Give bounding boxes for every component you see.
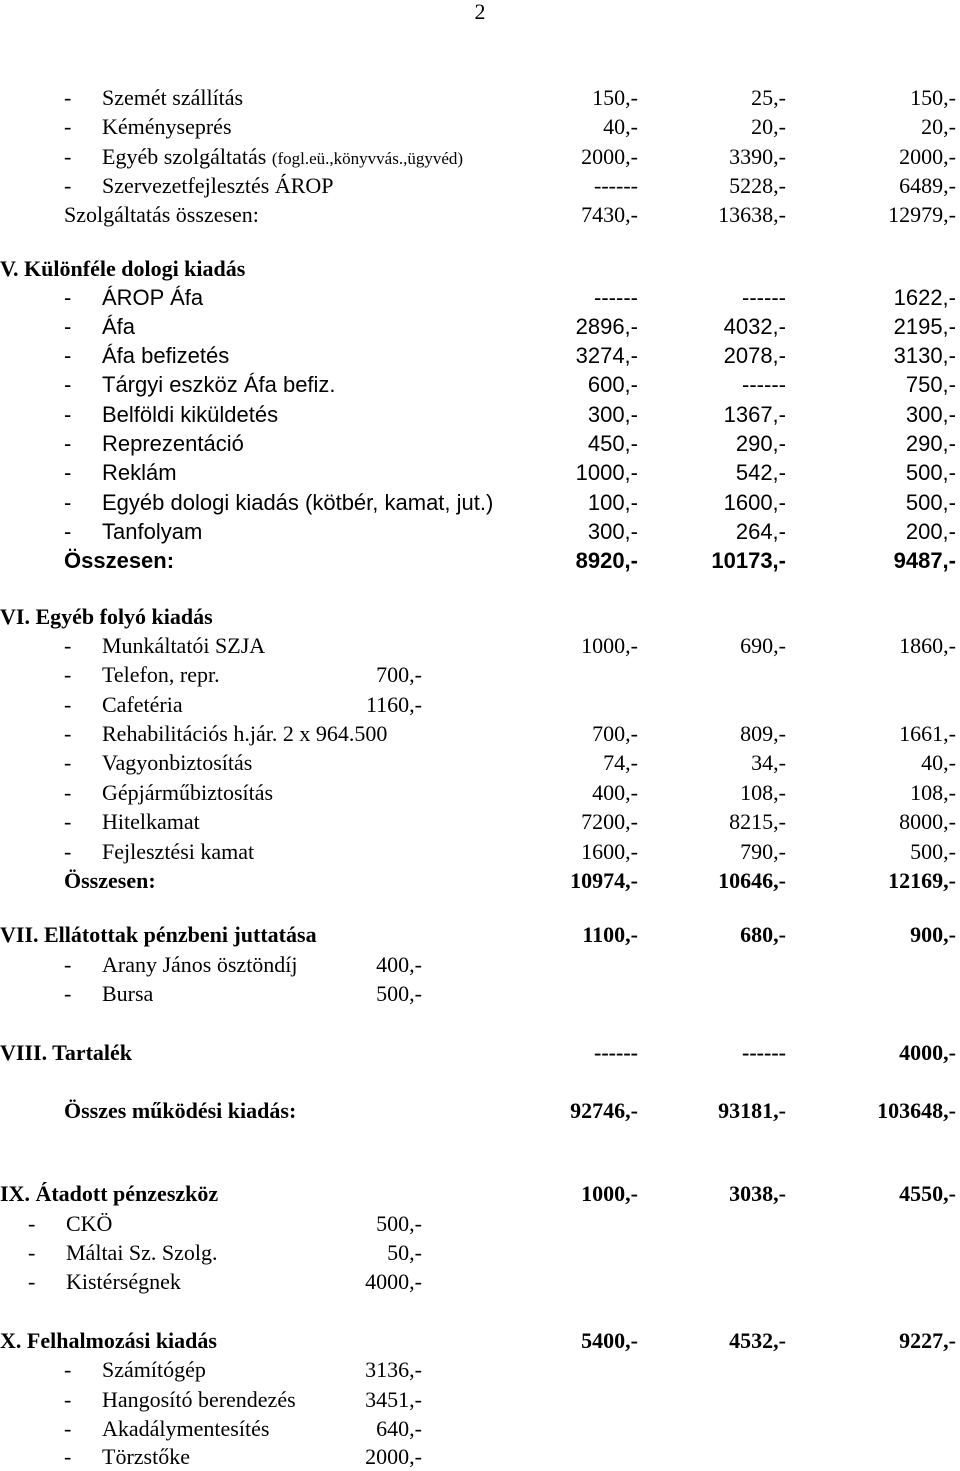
value-col2: ------ [742, 372, 786, 397]
list-dash: - [64, 285, 72, 310]
value-col1: 1000,- [581, 1181, 638, 1206]
row-label: Máltai Sz. Szolg. [66, 1240, 218, 1265]
section-x-subrow [0, 1385, 960, 1414]
list-dash: - [64, 173, 72, 198]
grand-total-row [0, 1096, 960, 1125]
value-col1: 150,- [592, 85, 638, 110]
value-col2: 5228,- [729, 173, 786, 198]
section-v-row [0, 429, 960, 458]
value-col2: 13638,- [718, 202, 786, 227]
section-v-row [0, 488, 960, 517]
section-ix-heading [0, 1179, 960, 1208]
value-col2: 542,- [735, 460, 786, 485]
value-col2: 93181,- [718, 1098, 786, 1123]
section-v-total-row [0, 546, 960, 575]
sub-value: 3451,- [365, 1387, 422, 1412]
row-label: Áfa [102, 314, 136, 339]
section-vii-subrow [0, 979, 960, 1008]
list-dash: - [64, 662, 72, 687]
row-label: Rehabilitációs h.jár. 2 x 964.500 [102, 721, 388, 746]
value-col1: 1600,- [581, 839, 638, 864]
value-col2: 690,- [740, 633, 786, 658]
row-label: Összesen: [64, 868, 156, 893]
section-vi-row [0, 719, 960, 748]
section-x-subrow [0, 1442, 960, 1471]
value-col1: 400,- [592, 780, 638, 805]
row-label: Fejlesztési kamat [102, 839, 255, 864]
value-col2: 4032,- [723, 314, 786, 339]
service-row [0, 83, 960, 112]
value-col2: 290,- [735, 431, 786, 456]
value-col3: 1622,- [893, 285, 956, 310]
section-v-row [0, 370, 960, 399]
section-vi-row [0, 837, 960, 866]
list-dash: - [64, 431, 72, 456]
value-col3: 500,- [905, 490, 956, 515]
list-dash: - [64, 750, 72, 775]
section-v-row [0, 283, 960, 312]
row-label: ÁROP Áfa [102, 285, 204, 310]
row-label: Belföldi kiküldetés [102, 402, 279, 427]
row-label: Kistérségnek [66, 1269, 181, 1294]
row-label: Kéményseprés [102, 114, 232, 139]
row-label: Szolgáltatás összesen: [64, 202, 259, 227]
list-dash: - [64, 839, 72, 864]
row-label: Cafetéria [102, 692, 183, 717]
section-v-row [0, 312, 960, 341]
sub-value: 400,- [376, 952, 422, 977]
value-col3: 9487,- [893, 548, 956, 573]
value-col3: 1860,- [899, 633, 956, 658]
value-col1: 74,- [603, 750, 638, 775]
section-x-subrow [0, 1414, 960, 1443]
value-col1: 3274,- [575, 343, 638, 368]
value-col3: 4550,- [899, 1181, 956, 1206]
row-label: Egyéb dologi kiadás (kötbér, kamat, jut.) [102, 490, 494, 515]
section-x-subrow [0, 1355, 960, 1384]
list-dash: - [64, 402, 72, 427]
service-row [0, 142, 960, 171]
value-col3: 2000,- [899, 144, 956, 169]
list-dash: - [64, 144, 72, 169]
sub-value: 500,- [376, 1211, 422, 1236]
section-v-row [0, 517, 960, 546]
list-dash: - [28, 1211, 36, 1236]
row-label: Szervezetfejlesztés ÁROP [102, 173, 334, 198]
value-col3: 12169,- [888, 868, 956, 893]
value-col1: 2896,- [575, 314, 638, 339]
section-ix-subrow [0, 1209, 960, 1238]
row-label: Hangosító berendezés [102, 1387, 296, 1412]
service-row [0, 171, 960, 200]
row-label: Telefon, repr. [102, 662, 220, 687]
row-label: Tanfolyam [102, 519, 203, 544]
value-col3: 300,- [905, 402, 956, 427]
list-dash: - [64, 490, 72, 515]
value-col1: ------ [594, 173, 638, 198]
value-col2: 20,- [751, 114, 786, 139]
row-label: CKÖ [66, 1211, 113, 1236]
value-col1: 600,- [587, 372, 638, 397]
row-label: Bursa [102, 981, 154, 1006]
value-col2: 25,- [751, 85, 786, 110]
list-dash: - [28, 1269, 36, 1294]
value-col3: 2195,- [893, 314, 956, 339]
value-col2: 680,- [740, 922, 786, 947]
list-dash: - [28, 1240, 36, 1265]
sub-value: 700,- [376, 662, 422, 687]
value-col1: 1000,- [575, 460, 638, 485]
value-col1: 300,- [587, 402, 638, 427]
section-x-heading [0, 1326, 960, 1355]
section-title: V. Különféle dologi kiadás [0, 256, 246, 281]
row-label: Hitelkamat [102, 809, 200, 834]
row-label: Munkáltatói SZJA [102, 633, 266, 658]
section-vi-row [0, 748, 960, 777]
section-vi-row [0, 631, 960, 660]
value-col1: 1100,- [582, 922, 638, 947]
sub-value: 3136,- [365, 1357, 422, 1382]
value-col3: 900,- [910, 922, 956, 947]
value-col3: 750,- [905, 372, 956, 397]
value-col3: 40,- [921, 750, 956, 775]
value-col1: ------ [594, 285, 638, 310]
section-viii-heading [0, 1038, 960, 1067]
row-label: Összes működési kiadás: [64, 1098, 297, 1123]
list-dash: - [64, 1416, 72, 1441]
section-title: X. Felhalmozási kiadás [0, 1328, 217, 1353]
list-dash: - [64, 981, 72, 1006]
value-col2: 809,- [740, 721, 786, 746]
list-dash: - [64, 809, 72, 834]
value-col2: 2078,- [723, 343, 786, 368]
value-col2: ------ [742, 285, 786, 310]
value-col3: 103648,- [877, 1098, 956, 1123]
section-v-row [0, 341, 960, 370]
list-dash: - [64, 721, 72, 746]
sub-value: 2000,- [365, 1444, 422, 1469]
list-dash: - [64, 460, 72, 485]
value-col2: 3038,- [729, 1181, 786, 1206]
value-col2: 3390,- [729, 144, 786, 169]
section-vi-subrow [0, 690, 960, 719]
value-col1: 100,- [587, 490, 638, 515]
value-col3: 500,- [910, 839, 956, 864]
list-dash: - [64, 952, 72, 977]
list-dash: - [64, 85, 72, 110]
value-col2: 34,- [751, 750, 786, 775]
value-col3: 108,- [910, 780, 956, 805]
sub-value: 500,- [376, 981, 422, 1006]
value-col2: 4532,- [729, 1328, 786, 1353]
value-col3: 9227,- [899, 1328, 956, 1353]
section-title: VIII. Tartalék [0, 1040, 133, 1065]
value-col2: 10173,- [711, 548, 786, 573]
row-label: Törzstőke [102, 1444, 190, 1469]
list-dash: - [64, 314, 72, 339]
sub-value: 4000,- [365, 1269, 422, 1294]
value-col3: 6489,- [899, 173, 956, 198]
value-col3: 200,- [905, 519, 956, 544]
section-vi-row [0, 778, 960, 807]
value-col1: 700,- [592, 721, 638, 746]
value-col3: 8000,- [899, 809, 956, 834]
list-dash: - [64, 692, 72, 717]
section-v-row [0, 400, 960, 429]
value-col1: 300,- [587, 519, 638, 544]
value-col1: 10974,- [570, 868, 638, 893]
section-vi-subrow [0, 660, 960, 689]
row-label: Összesen: [64, 548, 175, 573]
value-col1: 92746,- [570, 1098, 638, 1123]
sub-value: 50,- [387, 1240, 422, 1265]
value-col2: 108,- [740, 780, 786, 805]
value-col3: 290,- [905, 431, 956, 456]
value-col3: 150,- [910, 85, 956, 110]
section-title: VII. Ellátottak pénzbeni juttatása [0, 922, 317, 947]
value-col3: 4000,- [899, 1040, 956, 1065]
list-dash: - [64, 1387, 72, 1412]
service-row [0, 112, 960, 141]
value-col1: 2000,- [581, 144, 638, 169]
sub-value: 640,- [376, 1416, 422, 1441]
row-label: Szemét szállítás [102, 85, 244, 110]
section-title: VI. Egyéb folyó kiadás [0, 604, 213, 629]
list-dash: - [64, 1357, 72, 1382]
value-col1: 1000,- [581, 633, 638, 658]
value-col2: 1367,- [723, 402, 786, 427]
section-vi-heading [0, 602, 960, 631]
list-dash: - [64, 1444, 72, 1469]
value-col3: 3130,- [893, 343, 956, 368]
value-col3: 12979,- [888, 202, 956, 227]
section-vii-subrow [0, 950, 960, 979]
value-col2: 1600,- [723, 490, 786, 515]
section-v-heading [0, 254, 960, 283]
value-col2: 10646,- [718, 868, 786, 893]
sub-value: 1160,- [365, 692, 422, 717]
value-col3: 1661,- [899, 721, 956, 746]
row-label: Áfa befizetés [102, 343, 230, 368]
row-label: Arany János ösztöndíj [102, 952, 298, 977]
row-label: Akadálymentesítés [102, 1416, 270, 1441]
value-col1: 40,- [603, 114, 638, 139]
value-col1: 7430,- [581, 202, 638, 227]
value-col1: 7200,- [581, 809, 638, 834]
value-col3: 500,- [905, 460, 956, 485]
section-vi-total-row [0, 866, 960, 895]
section-ix-subrow [0, 1267, 960, 1296]
list-dash: - [64, 780, 72, 805]
list-dash: - [64, 114, 72, 139]
page-number: 2 [474, 0, 486, 24]
row-label-note: (fogl.eü.,könyvvás.,ügyvéd) [271, 149, 464, 168]
row-label: Reklám [102, 460, 177, 485]
row-label: Számítógép [102, 1357, 206, 1382]
list-dash: - [64, 372, 72, 397]
row-label: Gépjárműbiztosítás [102, 780, 274, 805]
row-label [102, 142, 463, 173]
value-col2: 790,- [740, 839, 786, 864]
section-v-row [0, 458, 960, 487]
row-label: Reprezentáció [102, 431, 244, 456]
section-title: IX. Átadott pénzeszköz [0, 1181, 219, 1206]
section-ix-subrow [0, 1238, 960, 1267]
value-col1: ------ [594, 1040, 638, 1065]
row-label: Vagyonbiztosítás [102, 750, 253, 775]
list-dash: - [64, 519, 72, 544]
value-col1: 450,- [587, 431, 638, 456]
value-col3: 20,- [921, 114, 956, 139]
value-col1: 5400,- [581, 1328, 638, 1353]
value-col1: 8920,- [575, 548, 638, 573]
section-vi-row [0, 807, 960, 836]
value-col2: 8215,- [729, 809, 786, 834]
value-col2: 264,- [735, 519, 786, 544]
list-dash: - [64, 343, 72, 368]
services-total-row [0, 200, 960, 229]
value-col2: ------ [742, 1040, 786, 1065]
row-label-main: Egyéb szolgáltatás [102, 144, 267, 169]
section-vii-heading [0, 920, 960, 949]
row-label: Tárgyi eszköz Áfa befiz. [102, 372, 336, 397]
list-dash: - [64, 633, 72, 658]
